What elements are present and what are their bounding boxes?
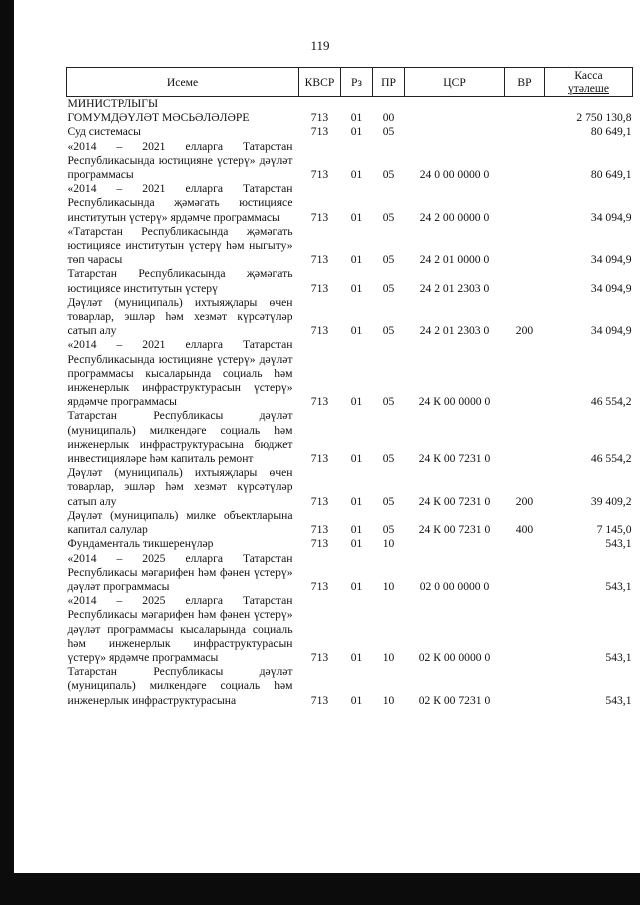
cell-csr: 24 2 01 2303 0 — [419, 281, 490, 295]
header-kassa-line2: үтәлеше — [567, 82, 609, 95]
cell-pr: 05 — [382, 523, 395, 537]
cell-name: Суд системасы — [67, 125, 141, 139]
table-row — [67, 466, 633, 509]
cell-vr — [505, 665, 545, 708]
cell-csr: 24 К 00 7231 0 — [418, 523, 491, 537]
header-csr: ЦСР — [405, 68, 505, 97]
cell-rz: 01 — [350, 253, 363, 267]
cell-rz — [341, 97, 373, 112]
table-header-row — [67, 68, 633, 97]
page-number: 119 — [310, 38, 330, 53]
cell-csr: 24 2 01 0000 0 — [419, 253, 490, 267]
cell-name: «2014 – 2025 елларга Татарстан Республикасы мәгарифен һәм фәнен үстерү» дәүләт программасы кысаларында социаль һәм инженерлык инфраструктурасын үстерү» ярдәмче программасы — [67, 594, 293, 664]
cell-vr: 200 — [515, 324, 534, 338]
header-kassa-line1: Касса — [574, 69, 603, 82]
cell-vr — [505, 267, 545, 295]
table-row — [67, 665, 633, 708]
cell-vr — [505, 537, 545, 551]
cell-name: Фундаменталь тикшеренүләр — [67, 537, 214, 551]
cell-name: Дәүләт (муниципаль) милке объектларына капитал салулар — [67, 508, 293, 537]
table-row — [67, 267, 633, 295]
cell-csr: 24 2 00 0000 0 — [419, 210, 490, 224]
table-row — [67, 125, 633, 139]
cell-rz: 01 — [350, 168, 363, 182]
cell-rz: 01 — [350, 125, 363, 139]
cell-vr — [505, 111, 545, 125]
cell-pr: 05 — [382, 452, 395, 466]
cell-pr: 10 — [382, 693, 395, 707]
cell-kvsr: 713 — [310, 693, 329, 707]
cell-kvsr: 713 — [310, 125, 329, 139]
cell-kvsr: 713 — [310, 210, 329, 224]
cell-name: «2014 – 2021 елларга Татарстан Республикасында юстицияне үстерү» дәүләт программасы — [67, 139, 293, 182]
cell-rz: 01 — [350, 210, 363, 224]
cell-csr — [405, 111, 505, 125]
cell-vr — [505, 140, 545, 183]
table-row — [67, 409, 633, 466]
cell-name: ГОМУМДӘҮЛӘТ МӘСЬӘЛӘЛӘРЕ — [67, 111, 250, 125]
cell-rz: 01 — [350, 281, 363, 295]
cell-name: «2014 – 2021 елларга Татарстан Республикасында юстицияне үстерү» дәүләт программасы кысаларында социаль һәм инженерлык инфраструктурасын үстерү» ярдәмче программасы — [67, 338, 293, 409]
cell-amount: 34 094,9 — [590, 210, 632, 224]
header-rz: Рз — [341, 68, 373, 97]
cell-name: Дәүләт (муниципаль) ихтыяҗлары өчен товарлар, эшләр һәм хезмәт күрсәтүләр сатып алу — [67, 466, 293, 508]
cell-csr — [405, 125, 505, 139]
table-row — [67, 594, 633, 665]
cell-rz: 01 — [350, 579, 363, 593]
table-row — [67, 509, 633, 537]
cell-rz: 01 — [350, 650, 363, 664]
cell-csr: 24 0 00 0000 0 — [419, 168, 490, 182]
cell-kvsr: 713 — [310, 452, 329, 466]
cell-name: Татарстан Республикасы дәүләт (муниципаль) милкендәге социаль һәм инженерлык инфраструктурасына бюджет инвестицияләре һәм капиталь ремонт — [67, 409, 293, 466]
cell-amount: 80 649,1 — [590, 125, 632, 139]
cell-vr — [505, 97, 545, 112]
cell-kvsr: 713 — [310, 324, 329, 338]
cell-amount: 2 750 130,8 — [576, 111, 632, 125]
cell-name: «2014 – 2021 елларга Татарстан Республикасында җәмәгать юстициясе институтын үстерү» ярдәмче программасы — [67, 182, 293, 224]
cell-pr: 10 — [382, 579, 395, 593]
cell-amount: 34 094,9 — [590, 281, 632, 295]
cell-kvsr: 713 — [310, 650, 329, 664]
cell-pr: 05 — [382, 168, 395, 182]
cell-rz: 01 — [350, 111, 363, 125]
cell-rz: 01 — [350, 494, 363, 508]
cell-csr: 02 К 00 7231 0 — [418, 693, 491, 707]
cell-vr — [505, 552, 545, 595]
cell-pr: 10 — [382, 537, 395, 551]
scan-bottom-edge — [14, 873, 640, 905]
table-row — [67, 97, 633, 112]
cell-kvsr: 713 — [310, 494, 329, 508]
cell-name: «2014 – 2025 елларга Татарстан Республикасы мәгарифен һәм фәнен үстерү» дәүләт программасы — [67, 551, 293, 593]
cell-kvsr: 713 — [310, 537, 329, 551]
cell-kvsr: 713 — [310, 111, 329, 125]
header-kassa — [545, 68, 633, 97]
cell-amount: 80 649,1 — [590, 168, 632, 182]
cell-kvsr: 713 — [310, 281, 329, 295]
cell-rz: 01 — [350, 395, 363, 409]
cell-csr: 02 0 00 0000 0 — [419, 579, 490, 593]
budget-table — [66, 67, 633, 708]
table-row — [67, 552, 633, 595]
header-pr: ПР — [373, 68, 405, 97]
cell-vr — [505, 594, 545, 665]
cell-csr: 24 2 01 2303 0 — [419, 324, 490, 338]
cell-rz: 01 — [350, 693, 363, 707]
cell-pr: 05 — [382, 395, 395, 409]
cell-amount: 543,1 — [605, 579, 632, 593]
cell-vr — [505, 182, 545, 225]
table-row — [67, 140, 633, 183]
cell-amount: 543,1 — [605, 650, 632, 664]
cell-amount: 7 145,0 — [596, 523, 632, 537]
cell-kvsr: 713 — [310, 168, 329, 182]
cell-rz: 01 — [350, 523, 363, 537]
cell-pr: 05 — [382, 281, 395, 295]
cell-amount: 34 094,9 — [590, 324, 632, 338]
cell-rz: 01 — [350, 324, 363, 338]
cell-name: МИНИСТРЛЫГЫ — [67, 97, 159, 110]
cell-kvsr: 713 — [310, 523, 329, 537]
table-row — [67, 111, 633, 125]
cell-vr: 400 — [515, 523, 534, 537]
header-name: Исеме — [67, 68, 299, 97]
cell-rz: 01 — [350, 452, 363, 466]
cell-amount — [545, 97, 633, 112]
cell-csr: 24 К 00 7231 0 — [418, 452, 491, 466]
cell-csr — [405, 537, 505, 551]
cell-amount: 34 094,9 — [590, 253, 632, 267]
cell-amount: 46 554,2 — [590, 395, 632, 409]
cell-name: Татарстан Республикасында җәмәгать юстициясе институтын үстерү — [67, 267, 293, 295]
table-row — [67, 182, 633, 225]
table-row — [67, 225, 633, 268]
cell-vr — [505, 409, 545, 466]
cell-pr: 05 — [382, 324, 395, 338]
cell-name: Татарстан Республикасы дәүләт (муниципаль) милкендәге социаль һәм инженерлык инфраструктурасына — [67, 665, 293, 707]
cell-kvsr: 713 — [310, 579, 329, 593]
cell-rz: 01 — [350, 537, 363, 551]
cell-amount: 46 554,2 — [590, 452, 632, 466]
cell-pr: 05 — [382, 253, 395, 267]
table-row — [67, 296, 633, 339]
cell-pr: 00 — [382, 111, 395, 125]
header-vr: ВР — [505, 68, 545, 97]
cell-pr — [373, 97, 405, 112]
cell-csr: 24 К 00 7231 0 — [418, 494, 491, 508]
table-row — [67, 537, 633, 551]
cell-name: «Татарстан Республикасында җәмәгать юстициясе институтын үстерү һәм ныгыту» төп чарасы — [67, 224, 293, 267]
table-row — [67, 338, 633, 409]
cell-csr: 02 К 00 0000 0 — [418, 650, 491, 664]
table-body — [67, 97, 633, 708]
cell-amount: 543,1 — [605, 693, 632, 707]
cell-pr: 05 — [382, 494, 395, 508]
cell-vr — [505, 338, 545, 409]
cell-kvsr — [299, 97, 341, 112]
cell-csr: 24 К 00 0000 0 — [418, 395, 491, 409]
cell-vr — [505, 125, 545, 139]
cell-name: Дәүләт (муниципаль) ихтыяҗлары өчен товарлар, эшләр һәм хезмәт күрсәтүләр сатып алу — [67, 295, 293, 338]
cell-kvsr: 713 — [310, 253, 329, 267]
cell-pr: 05 — [382, 125, 395, 139]
cell-vr: 200 — [515, 494, 534, 508]
cell-amount: 543,1 — [605, 537, 632, 551]
cell-kvsr: 713 — [310, 395, 329, 409]
cell-csr — [405, 97, 505, 112]
cell-vr — [505, 225, 545, 268]
scan-left-edge — [0, 0, 14, 905]
cell-pr: 10 — [382, 650, 395, 664]
cell-amount: 39 409,2 — [590, 494, 632, 508]
header-kvsr: КВСР — [299, 68, 341, 97]
cell-pr: 05 — [382, 210, 395, 224]
